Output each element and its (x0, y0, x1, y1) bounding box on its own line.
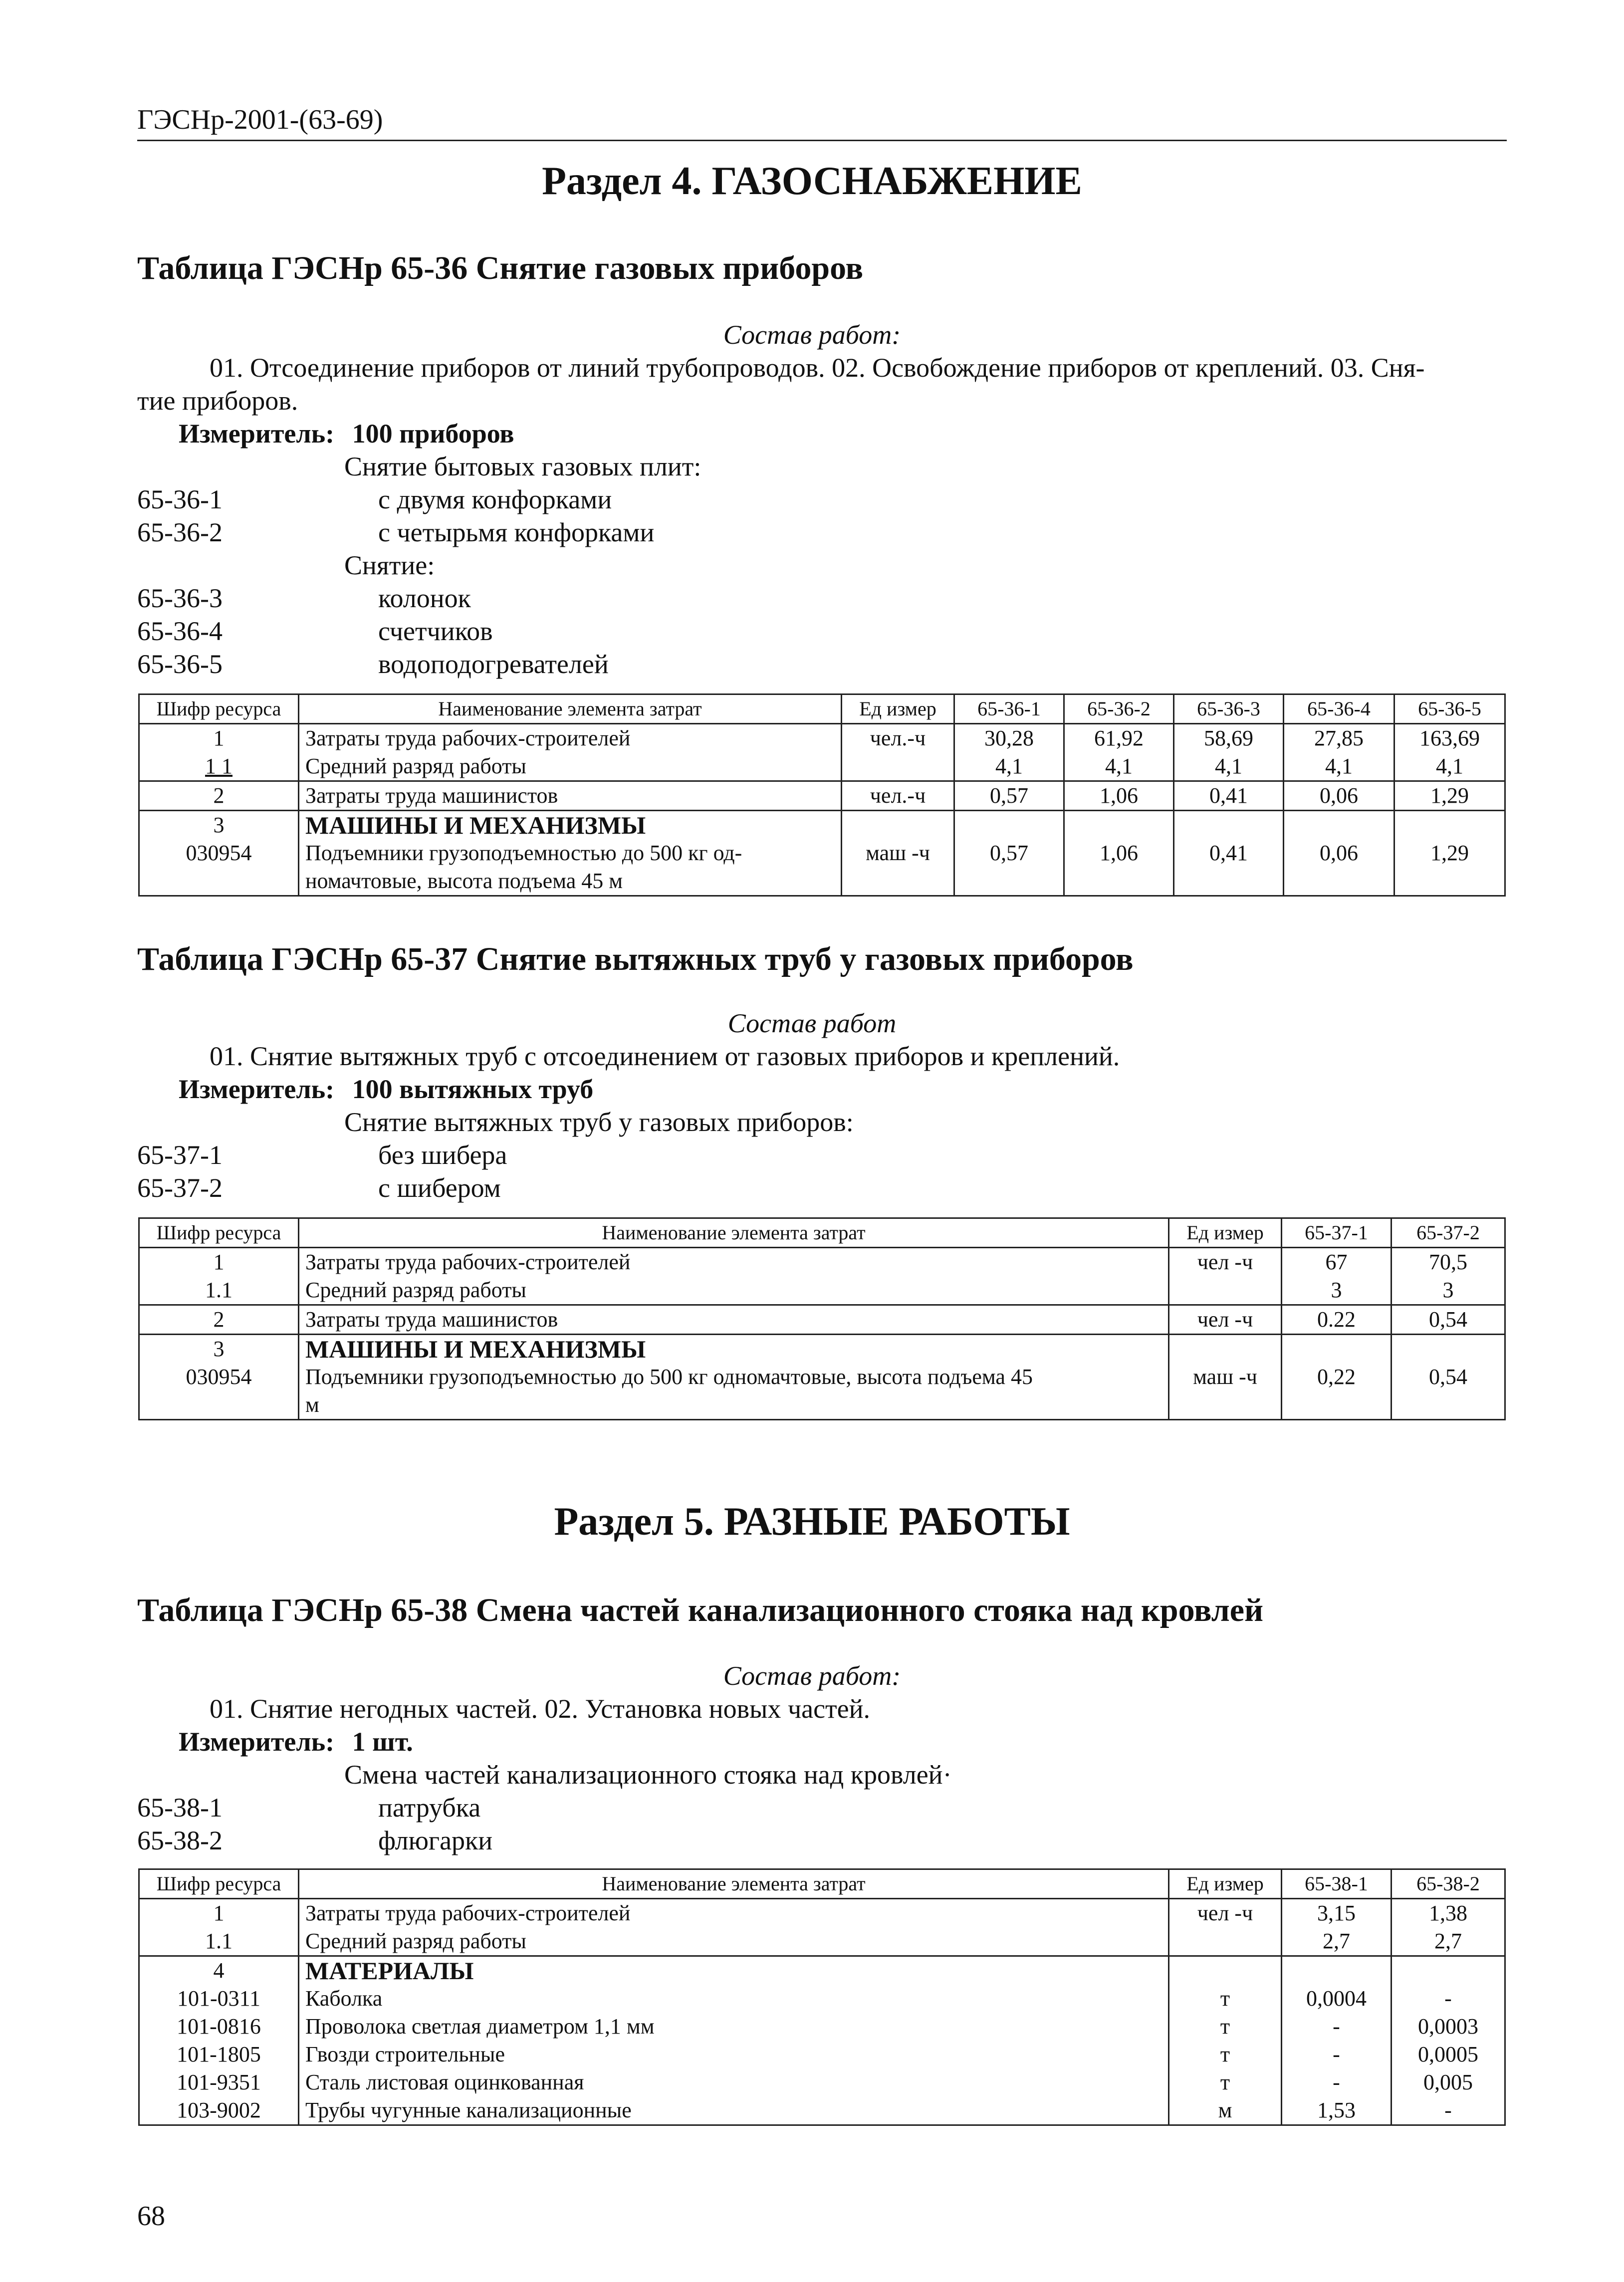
resource-code: 2 (139, 1305, 299, 1335)
table-row (139, 2068, 1505, 2096)
resource-code (139, 867, 299, 896)
cost-element-name: м (299, 1391, 1169, 1420)
resource-code: 2 (139, 781, 299, 811)
value-cell: 0,0004 (1282, 1985, 1392, 2013)
norm-description: водоподогревателей (378, 649, 609, 679)
resource-code: 103-9002 (139, 2096, 299, 2125)
value-cell: 0,54 (1392, 1305, 1505, 1335)
measure-value: 100 вытяжных труб (352, 1074, 594, 1104)
unit-cell: чел -ч (1169, 1248, 1282, 1277)
table-header-row (139, 694, 1505, 724)
unit-cell: т (1169, 2068, 1282, 2096)
table-row (139, 2096, 1505, 2125)
unit-cell: т (1169, 2041, 1282, 2068)
value-cell: 0,06 (1284, 839, 1394, 867)
resource-code: 3 (139, 811, 299, 840)
unit-cell (842, 752, 954, 781)
value-cell: 27,85 (1284, 724, 1394, 753)
value-cell: 2,7 (1282, 1927, 1392, 1956)
value-cell: 4,1 (1174, 752, 1284, 781)
work-description-line-2: тие приборов. (137, 386, 298, 416)
unit-cell: маш -ч (1169, 1363, 1282, 1391)
value-cell: 0,41 (1174, 839, 1284, 867)
header-cell: Ед измер (1169, 1218, 1282, 1248)
norm-description: флюгарки (378, 1826, 493, 1855)
table-65-38-title: Таблица ГЭСНр 65-38 Смена частей канализационного стояка над кровлей (137, 1592, 1264, 1628)
unit-cell: чел -ч (1169, 1899, 1282, 1928)
value-cell: 61,92 (1064, 724, 1174, 753)
cost-element-name: Гвозди строительные (299, 2041, 1169, 2068)
header-cell: Наименование элемента затрат (299, 1869, 1169, 1899)
cost-element-name: Сталь листовая оцинкованная (299, 2068, 1169, 2096)
cost-element-name: Средний разряд работы (299, 752, 842, 781)
header-cell: Ед измер (1169, 1869, 1282, 1899)
cost-element-name: Затраты труда машинистов (299, 1305, 1169, 1335)
category-heading: МАШИНЫ И МЕХАНИЗМЫ (299, 1335, 1169, 1364)
section-4-title: Раздел 4. ГАЗОСНАБЖЕНИЕ (542, 159, 1082, 203)
measure-value: 100 приборов (352, 419, 514, 449)
header-cell: 65-36-2 (1064, 694, 1174, 724)
header-cell: Шифр ресурса (139, 694, 299, 724)
value-cell (1392, 1956, 1505, 1985)
value-cell: 1,29 (1394, 781, 1505, 811)
value-cell: 163,69 (1394, 724, 1505, 753)
table-header-row (139, 1869, 1505, 1899)
norm-description: с двумя конфорками (378, 484, 612, 514)
unit-cell (1169, 1927, 1282, 1956)
norm-description: без шибера (378, 1140, 507, 1170)
value-cell (1284, 867, 1394, 896)
norm-description: колонок (378, 583, 471, 613)
value-cell: - (1282, 2041, 1392, 2068)
table-row (139, 752, 1505, 781)
value-cell: - (1282, 2068, 1392, 2096)
unit-cell: т (1169, 2013, 1282, 2041)
value-cell: 0,06 (1284, 781, 1394, 811)
cost-element-name: Затраты труда машинистов (299, 781, 842, 811)
work-description-line-1: 01. Снятие негодных частей. 02. Установка новых частей. (210, 1694, 871, 1724)
measure-label: Измеритель: (179, 1727, 335, 1757)
value-cell: 1,06 (1064, 839, 1174, 867)
cost-element-name: номачтовые, высота подъема 45 м (299, 867, 842, 896)
norm-code: 65-37-1 (137, 1140, 223, 1170)
measure-line (179, 1074, 593, 1105)
resource-table-65-36 (138, 693, 1506, 897)
value-cell (1064, 811, 1174, 840)
category-heading: МАШИНЫ И МЕХАНИЗМЫ (299, 811, 842, 840)
resource-code: 1.1 (139, 1927, 299, 1956)
value-cell: 1,29 (1394, 839, 1505, 867)
header-cell: 65-36-1 (954, 694, 1064, 724)
cost-element-name: Затраты труда рабочих-строителей (299, 1899, 1169, 1928)
value-cell: 58,69 (1174, 724, 1284, 753)
cost-element-name: Средний разряд работы (299, 1276, 1169, 1305)
resource-code: 101-0816 (139, 2013, 299, 2041)
value-cell: 3 (1392, 1276, 1505, 1305)
cost-element-name: Подъемники грузоподъемностью до 500 кг одномачтовые, высота подъема 45 (299, 1363, 1169, 1391)
unit-cell: т (1169, 1985, 1282, 2013)
value-cell: 0,22 (1282, 1363, 1392, 1391)
work-description-line-1: 01. Снятие вытяжных труб с отсоединением от газовых приборов и креплений. (210, 1041, 1120, 1071)
section-5-title: Раздел 5. РАЗНЫЕ РАБОТЫ (554, 1500, 1070, 1544)
header-cell: Шифр ресурса (139, 1869, 299, 1899)
unit-cell: чел -ч (1169, 1305, 1282, 1335)
value-cell (1174, 867, 1284, 896)
value-cell (1282, 1956, 1392, 1985)
value-cell: 0,54 (1392, 1363, 1505, 1391)
header-cell: 65-37-2 (1392, 1218, 1505, 1248)
value-cell (1284, 811, 1394, 840)
group-heading: Смена частей канализационного стояка над кровлей· (344, 1760, 952, 1790)
value-cell (1392, 1335, 1505, 1364)
unit-cell (842, 811, 954, 840)
header-cell: Шифр ресурса (139, 1218, 299, 1248)
value-cell (1392, 1391, 1505, 1420)
value-cell: 0,005 (1392, 2068, 1505, 2096)
cost-element-name: Трубы чугунные канализационные (299, 2096, 1169, 2125)
value-cell: 2,7 (1392, 1927, 1505, 1956)
cost-element-name: Затраты труда рабочих-строителей (299, 724, 842, 753)
unit-cell: чел.-ч (842, 781, 954, 811)
value-cell (954, 867, 1064, 896)
header-cell: 65-36-3 (1174, 694, 1284, 724)
table-65-36-title: Таблица ГЭСНр 65-36 Снятие газовых приборов (137, 250, 864, 286)
measure-value: 1 шт. (352, 1727, 413, 1757)
table-row (139, 1305, 1505, 1335)
resource-code: 101-0311 (139, 1985, 299, 2013)
table-row (139, 1276, 1505, 1305)
norm-code: 65-36-2 (137, 517, 223, 547)
value-cell: 3 (1282, 1276, 1392, 1305)
unit-cell (842, 867, 954, 896)
norm-description: с четырьмя конфорками (378, 517, 655, 547)
value-cell: 4,1 (954, 752, 1064, 781)
work-composition-label: Состав работ: (723, 320, 901, 350)
resource-code: 030954 (139, 839, 299, 867)
group-heading: Снятие: (344, 550, 435, 580)
value-cell: 1,06 (1064, 781, 1174, 811)
value-cell: 4,1 (1394, 752, 1505, 781)
resource-code: 101-9351 (139, 2068, 299, 2096)
document-code: ГЭСНр-2001-(63-69) (137, 104, 383, 135)
value-cell (1394, 811, 1505, 840)
unit-cell (1169, 1335, 1282, 1364)
header-cell: 65-36-4 (1284, 694, 1394, 724)
group-heading: Снятие вытяжных труб у газовых приборов: (344, 1107, 854, 1137)
value-cell: 0,57 (954, 781, 1064, 811)
resource-code: 030954 (139, 1363, 299, 1391)
header-cell: 65-36-5 (1394, 694, 1505, 724)
header-cell: 65-38-1 (1282, 1869, 1392, 1899)
norm-code: 65-37-2 (137, 1173, 223, 1203)
table-header-row (139, 1218, 1505, 1248)
resource-code: 1 (139, 1248, 299, 1277)
category-heading: МАТЕРИАЛЫ (299, 1956, 1169, 1985)
value-cell: 4,1 (1064, 752, 1174, 781)
value-cell: - (1282, 2013, 1392, 2041)
value-cell (1282, 1391, 1392, 1420)
norm-description: патрубка (378, 1793, 481, 1823)
value-cell (954, 811, 1064, 840)
work-composition-label: Состав работ (727, 1008, 897, 1038)
resource-table-65-38 (138, 1868, 1506, 2126)
measure-label: Измеритель: (179, 1074, 335, 1104)
value-cell: 3,15 (1282, 1899, 1392, 1928)
cost-element-name: Каболка (299, 1985, 1169, 2013)
value-cell: 0,41 (1174, 781, 1284, 811)
norm-code: 65-36-3 (137, 583, 223, 613)
value-cell: 0,0003 (1392, 2013, 1505, 2041)
measure-line (179, 418, 514, 449)
value-cell: 0.22 (1282, 1305, 1392, 1335)
value-cell (1282, 1335, 1392, 1364)
table-row (139, 1391, 1505, 1420)
value-cell: 0,0005 (1392, 2041, 1505, 2068)
table-row (139, 781, 1505, 811)
unit-cell: маш -ч (842, 839, 954, 867)
table-row (139, 1335, 1505, 1364)
value-cell: 1,53 (1282, 2096, 1392, 2125)
table-row (139, 1899, 1505, 1928)
value-cell (1174, 811, 1284, 840)
table-row (139, 1363, 1505, 1391)
value-cell (1064, 867, 1174, 896)
resource-table-65-37 (138, 1217, 1506, 1420)
table-row (139, 1927, 1505, 1956)
norm-code: 65-36-4 (137, 616, 223, 646)
table-row (139, 1985, 1505, 2013)
measure-label: Измеритель: (179, 419, 335, 449)
work-composition-label: Состав работ: (723, 1661, 901, 1691)
table-65-37-title: Таблица ГЭСНр 65-37 Снятие вытяжных труб у газовых приборов (137, 941, 1134, 977)
norm-description: счетчиков (378, 616, 493, 646)
resource-code: 4 (139, 1956, 299, 1985)
cost-element-name: Подъемники грузоподъемностью до 500 кг од- (299, 839, 842, 867)
value-cell: - (1392, 1985, 1505, 2013)
cost-element-name: Затраты труда рабочих-строителей (299, 1248, 1169, 1277)
value-cell: 1,38 (1392, 1899, 1505, 1928)
measure-line (179, 1726, 413, 1757)
table-row (139, 811, 1505, 840)
table-row (139, 1956, 1505, 1985)
resource-code: 1 1 (139, 752, 299, 781)
header-cell: Наименование элемента затрат (299, 694, 842, 724)
resource-code: 101-1805 (139, 2041, 299, 2068)
table-row (139, 1248, 1505, 1277)
norm-code: 65-36-1 (137, 484, 223, 514)
table-row (139, 839, 1505, 867)
header-cell: 65-37-1 (1282, 1218, 1392, 1248)
norm-description: с шибером (378, 1173, 501, 1203)
work-description-line-1: 01. Отсоединение приборов от линий трубопроводов. 02. Освобождение приборов от креплений. 03. Сня- (210, 353, 1425, 383)
unit-cell: м (1169, 2096, 1282, 2125)
value-cell (1394, 867, 1505, 896)
header-cell: Ед измер (842, 694, 954, 724)
resource-code: 3 (139, 1335, 299, 1364)
header-divider (137, 140, 1507, 141)
page-number: 68 (137, 2201, 165, 2232)
value-cell: 67 (1282, 1248, 1392, 1277)
unit-cell (1169, 1391, 1282, 1420)
table-row (139, 2041, 1505, 2068)
table-row (139, 2013, 1505, 2041)
group-heading: Снятие бытовых газовых плит: (344, 452, 701, 481)
value-cell: 70,5 (1392, 1248, 1505, 1277)
cost-element-name: Средний разряд работы (299, 1927, 1169, 1956)
value-cell: 4,1 (1284, 752, 1394, 781)
table-row (139, 867, 1505, 896)
cost-element-name: Проволока светлая диаметром 1,1 мм (299, 2013, 1169, 2041)
value-cell: 0,57 (954, 839, 1064, 867)
norm-code: 65-38-2 (137, 1826, 223, 1855)
resource-code (139, 1391, 299, 1420)
header-cell: 65-38-2 (1392, 1869, 1505, 1899)
value-cell: - (1392, 2096, 1505, 2125)
header-cell: Наименование элемента затрат (299, 1218, 1169, 1248)
unit-cell (1169, 1276, 1282, 1305)
resource-code: 1 (139, 724, 299, 753)
norm-code: 65-38-1 (137, 1793, 223, 1823)
unit-cell (1169, 1956, 1282, 1985)
resource-code: 1 (139, 1899, 299, 1928)
norm-code: 65-36-5 (137, 649, 223, 679)
resource-code: 1.1 (139, 1276, 299, 1305)
table-row (139, 724, 1505, 753)
value-cell: 30,28 (954, 724, 1064, 753)
unit-cell: чел.-ч (842, 724, 954, 753)
